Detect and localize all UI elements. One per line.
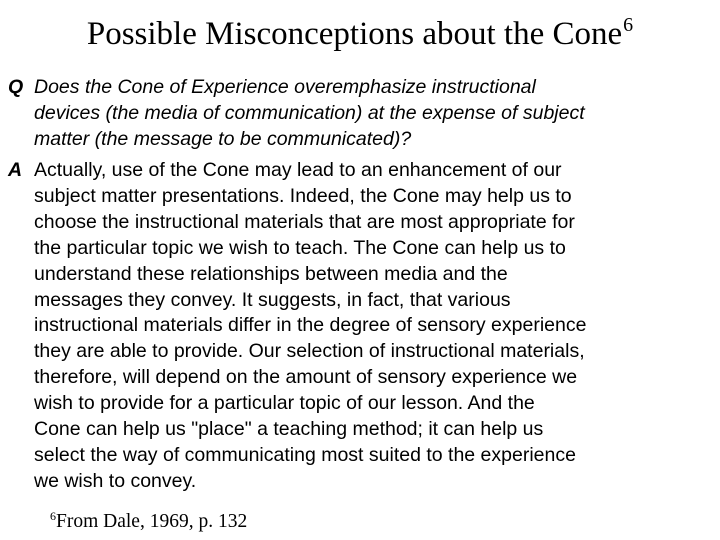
question-line: matter (the message to be communicated)?: [34, 127, 412, 150]
answer-line: instructional materials differ in the degree of sensory experience: [34, 314, 587, 337]
answer-line: subject matter presentations. Indeed, the Cone may help us to: [34, 184, 572, 207]
answer-line: they are able to provide. Our selection of instructional materials,: [34, 340, 585, 363]
answer-line: wish to provide for a particular topic of our lesson. And the: [34, 392, 535, 415]
answer-text: [34, 158, 720, 495]
footnote: [50, 510, 247, 535]
answer-marker: A: [8, 159, 23, 181]
answer-line: messages they convey. It suggests, in fact, that various: [34, 288, 511, 311]
question-text: [34, 75, 720, 153]
answer-line: choose the instructional materials that are most appropriate for: [34, 210, 575, 233]
title-footnote-mark: 6: [623, 14, 634, 36]
answer-line: understand these relationships between media and the: [34, 262, 508, 285]
answer-line: the particular topic we wish to teach. The Cone can help us to: [34, 236, 566, 259]
slide-title-text: Possible Misconceptions about the Cone: [86, 16, 623, 52]
footnote-mark: 6: [50, 509, 56, 523]
footnote-text: From Dale, 1969, p. 132: [56, 511, 248, 532]
answer-line: Actually, use of the Cone may lead to an enhancement of our: [34, 159, 562, 181]
answer-line: therefore, will depend on the amount of sensory experience we: [34, 366, 578, 389]
question-block: [8, 75, 720, 155]
answer-line: Cone can help us "place" a teaching method; it can help us: [34, 418, 544, 441]
question-line: Does the Cone of Experience overemphasize instructional: [34, 76, 536, 98]
question-line: devices (the media of communication) at the expense of subject: [34, 101, 585, 124]
answer-line: we wish to convey.: [34, 469, 197, 492]
answer-block: [8, 158, 720, 498]
slide-title: [0, 12, 720, 60]
question-marker: Q: [8, 76, 24, 98]
answer-line: select the way of communicating most suited to the experience: [34, 443, 576, 466]
